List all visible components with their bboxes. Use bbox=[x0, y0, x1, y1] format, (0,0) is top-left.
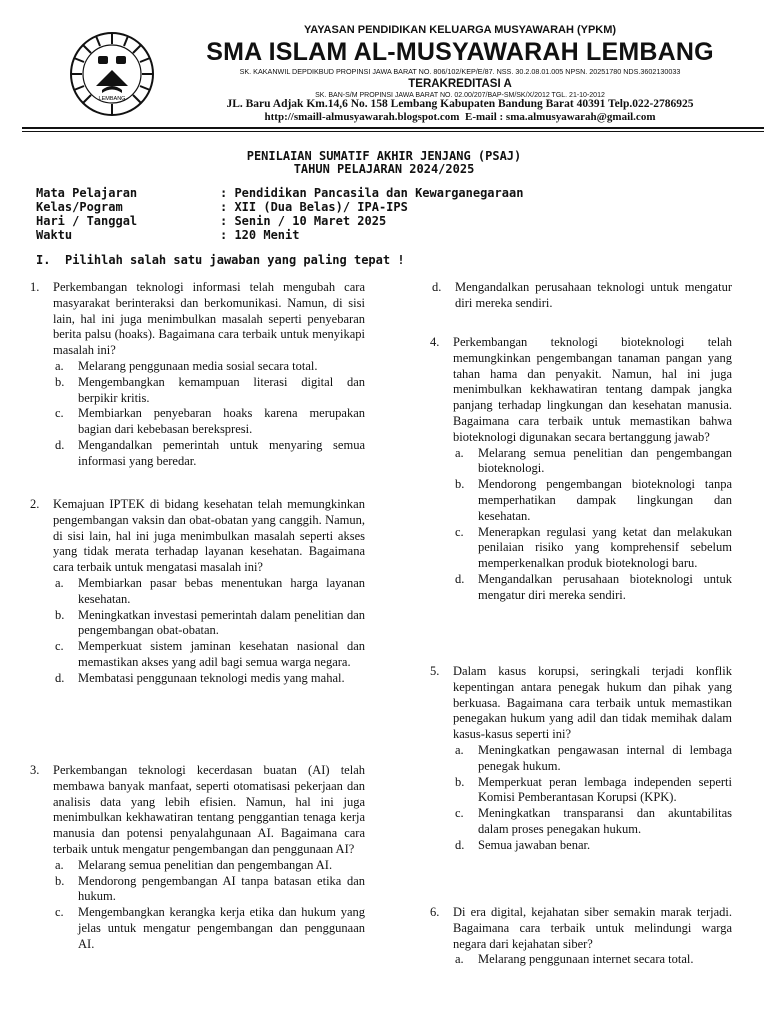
option-text: Melarang penggunaan media sosial secara total. bbox=[78, 358, 318, 373]
info-value: : XII (Dua Belas)/ IPA-IPS bbox=[220, 200, 408, 214]
question-number: 1. bbox=[30, 280, 40, 294]
option-text: Mengandalkan perusahaan teknologi untuk mengatur diri mereka sendiri. bbox=[455, 280, 732, 310]
question-3-continued bbox=[430, 280, 732, 312]
option-letter: b. bbox=[55, 873, 65, 888]
option-letter: a. bbox=[55, 575, 64, 590]
option-b[interactable] bbox=[53, 375, 365, 407]
question-5 bbox=[430, 664, 732, 854]
option-letter: d. bbox=[55, 670, 65, 685]
option-letter: a. bbox=[55, 857, 64, 872]
accreditation-status: TERAKREDITASI A bbox=[408, 78, 512, 90]
info-value: : Pendidikan Pancasila dan Kewarganegaraan bbox=[220, 186, 524, 200]
question-4 bbox=[430, 335, 732, 604]
school-contact bbox=[160, 111, 760, 123]
section-heading bbox=[36, 253, 405, 267]
option-text: Melarang penggunaan internet secara total. bbox=[478, 952, 694, 967]
school-address: JL. Baru Adjak Km.14,6 No. 158 Lembang Kabupaten Bandung Barat 40391 Telp.022-2786925 bbox=[226, 98, 694, 110]
question-number: 2. bbox=[30, 497, 40, 511]
question-text: Kemajuan IPTEK di bidang kesehatan telah memungkinkan pengembangan vaksin dan obat-obatan yang canggih. Namun, di sisi lain, hal ini juga menimbulkan masalah seperti akses yang tidak merata terhadap layanan kesehatan. Bagaimana cara terbaik untuk mengatasi masalah ini? bbox=[53, 497, 365, 575]
option-a[interactable] bbox=[53, 858, 365, 874]
option-text: Membiarkan pasar bebas menentukan harga layanan kesehatan. bbox=[78, 575, 365, 606]
question-text: Perkembangan teknologi informasi telah mengubah cara masyarakat berinteraksi dan berkomunikasi. Namun, di sisi lain, hal ini juga menimbulkan masalah seperti penyebaran berita palsu (hoaks). Bagaimana cara terbaik untuk menyikapi masalah ini? bbox=[53, 280, 365, 358]
option-letter: d. bbox=[455, 571, 465, 586]
foundation-name: YAYASAN PENDIDIKAN KELUARGA MUSYAWARAH (YPKM) bbox=[303, 24, 617, 36]
option-letter: b. bbox=[55, 374, 65, 389]
option-b[interactable] bbox=[53, 608, 365, 640]
option-b[interactable] bbox=[453, 477, 732, 524]
option-letter: d. bbox=[55, 437, 65, 452]
option-text: Memperkuat peran lembaga independen seperti Komisi Pemberantasan Korupsi (KPK). bbox=[478, 774, 732, 805]
info-label: Mata Pelajaran bbox=[36, 186, 138, 200]
exam-title: PENILAIAN SUMATIF AKHIR JENJANG (PSAJ) bbox=[246, 149, 522, 163]
option-letter: b. bbox=[455, 774, 465, 789]
option-letter: c. bbox=[55, 639, 64, 654]
option-text: Mendorong pengembangan AI tanpa batasan etika dan hukum. bbox=[78, 873, 365, 904]
question-text: Perkembangan teknologi bioteknologi telah memungkinkan pengembangan tanaman pangan yang tahan hama dan penyakit. Namun, hal ini juga menimbulkan kekhawatiran tentang dampak jangka panjang terhadap lingkungan dan kesehatan manusia. Bagaimana cara terbaik untuk memastikan bahwa bioteknologi digunakan secara bertanggung jawab? bbox=[453, 335, 732, 444]
option-c[interactable] bbox=[53, 639, 365, 671]
question-3 bbox=[30, 763, 365, 953]
option-letter: c. bbox=[455, 806, 464, 821]
question-number: 6. bbox=[430, 905, 440, 919]
option-text: Meningkatkan pengawasan internal di lembaga penegak hukum. bbox=[478, 742, 732, 773]
info-date bbox=[36, 214, 736, 229]
accreditation-decree: SK. BAN-S/M PROPINSI JAWA BARAT NO. 02.00/207/BAP-SM/SK/X/2012 TGL. 21-10-2012 bbox=[315, 92, 605, 99]
option-letter: b. bbox=[55, 607, 65, 622]
option-letter: a. bbox=[455, 742, 464, 757]
option-d[interactable] bbox=[453, 838, 732, 854]
option-letter: c. bbox=[55, 905, 64, 920]
option-a[interactable] bbox=[53, 359, 365, 375]
option-c[interactable] bbox=[53, 905, 365, 952]
school-logo bbox=[68, 30, 156, 118]
option-text: Mendorong pengembangan bioteknologi tanpa memperhatikan dampak lingkungan dan kesehatan. bbox=[478, 477, 732, 523]
info-subject bbox=[36, 186, 736, 201]
option-letter: d. bbox=[455, 837, 465, 852]
option-letter: a. bbox=[55, 358, 64, 373]
option-a[interactable] bbox=[453, 952, 732, 968]
info-label: Hari / Tanggal bbox=[36, 214, 138, 228]
option-text: Menerapkan regulasi yang ketat dan melakukan penilaian risiko yang komprehensif sebelum memperkenalkan produk bioteknologi baru. bbox=[478, 524, 732, 571]
option-text: Melarang semua penelitian dan pengembangan bioteknologi. bbox=[478, 445, 732, 476]
question-6 bbox=[430, 905, 732, 968]
option-text: Meningkatkan investasi pemerintah dalam penelitian dan pengembangan obat-obatan. bbox=[78, 607, 365, 638]
option-a[interactable] bbox=[453, 743, 732, 775]
question-number: 3. bbox=[30, 763, 40, 777]
option-a[interactable] bbox=[453, 446, 732, 478]
logo-text: LEMBANG bbox=[98, 96, 126, 102]
option-text: Mengandalkan pemerintah untuk menyaring semua informasi yang beredar. bbox=[78, 437, 365, 468]
option-text: Mengandalkan perusahaan bioteknologi untuk mengatur diri mereka sendiri. bbox=[478, 571, 732, 602]
option-letter: c. bbox=[55, 406, 64, 421]
option-letter: a. bbox=[455, 952, 464, 967]
option-b[interactable] bbox=[53, 874, 365, 906]
option-c[interactable] bbox=[53, 406, 365, 438]
question-2 bbox=[30, 497, 365, 687]
question-text: Dalam kasus korupsi, seringkali terjadi konflik kepentingan antara penegak hukum dan pihak yang berkuasa. Bagaimana cara terbaik untuk memastikan penegakan hukum yang adil dan tidak memihak dalam kasus-kasus seperti ini? bbox=[453, 664, 732, 742]
sk-decree-line: SK. KAKANWIL DEPDIKBUD PROPINSI JAWA BARAT NO. 806/102/KEP/E/87. NSS. 30.2.08.01.005 NPSN. 20251780 NDS.3602130033 bbox=[239, 67, 681, 76]
option-text: Semua jawaban benar. bbox=[478, 837, 591, 852]
section-number: I. bbox=[36, 253, 51, 267]
option-letter: a. bbox=[455, 445, 464, 460]
option-d[interactable] bbox=[53, 438, 365, 470]
info-value: : 120 Menit bbox=[220, 228, 300, 242]
option-d[interactable] bbox=[53, 671, 365, 687]
option-text: Meningkatkan transparansi dan akuntabilitas dalam proses penegakan hukum. bbox=[478, 806, 732, 836]
option-letter: d. bbox=[432, 280, 442, 294]
info-class bbox=[36, 200, 736, 215]
option-a[interactable] bbox=[53, 576, 365, 608]
option-text: Membatasi penggunaan teknologi medis yang mahal. bbox=[78, 670, 345, 685]
option-text: Mengembangkan kemampuan literasi digital dan berpikir kritis. bbox=[78, 374, 365, 405]
info-duration bbox=[36, 228, 736, 243]
option-d[interactable] bbox=[430, 280, 732, 312]
email-address[interactable]: E-mail : sma.almusyawarah@gmail.com bbox=[464, 111, 656, 123]
option-text: Membiarkan penyebaran hoaks karena merupakan bagian dari kebebasan berekspresi. bbox=[78, 406, 365, 437]
website-link[interactable]: http://smaill-almusyawarah.blogspot.com bbox=[264, 111, 460, 123]
option-b[interactable] bbox=[453, 775, 732, 807]
question-text: Di era digital, kejahatan siber semakin marak terjadi. Bagaimana cara terbaik untuk melindungi warga negara dari kejahatan siber? bbox=[453, 905, 732, 951]
option-c[interactable] bbox=[453, 525, 732, 572]
option-letter: c. bbox=[455, 524, 464, 539]
question-number: 4. bbox=[430, 335, 440, 349]
question-number: 5. bbox=[430, 664, 440, 678]
letterhead-rule-thick bbox=[22, 127, 764, 129]
option-text: Memperkuat sistem jaminan kesehatan nasional dan memastikan akses yang adil bagi semua warga negara. bbox=[78, 639, 365, 669]
option-text: Mengembangkan kerangka kerja etika dan hukum yang jelas untuk mengatur pengembangan dan penggunaan AI. bbox=[78, 905, 365, 951]
info-value: : Senin / 10 Maret 2025 bbox=[220, 214, 387, 228]
option-text: Melarang semua penelitian dan pengembangan AI. bbox=[78, 857, 333, 872]
letterhead-rule-thin bbox=[22, 131, 764, 132]
exam-year: TAHUN PELAJARAN 2024/2025 bbox=[293, 162, 475, 176]
option-d[interactable] bbox=[453, 572, 732, 604]
info-label: Waktu bbox=[36, 228, 73, 242]
option-c[interactable] bbox=[453, 806, 732, 838]
question-text: Perkembangan teknologi kecerdasan buatan (AI) telah membawa banyak manfaat, seperti otomatisasi pekerjaan dan analisis data yang lebih efisien. Namun, hal ini juga menimbulkan kekhawatiran tentang penggantian tenaga kerja manusia dan potensi penyalahgunaan AI. Bagaimana cara terbaik untuk mengatur pengembangan dan penggunaan AI? bbox=[53, 763, 365, 856]
section-instruction: Pilihlah salah satu jawaban yang paling tepat ! bbox=[65, 253, 405, 267]
question-1 bbox=[30, 280, 365, 470]
school-name: SMA ISLAM AL-MUSYAWARAH LEMBANG bbox=[206, 38, 714, 66]
info-label: Kelas/Pogram bbox=[36, 200, 123, 214]
option-letter: b. bbox=[455, 477, 465, 492]
